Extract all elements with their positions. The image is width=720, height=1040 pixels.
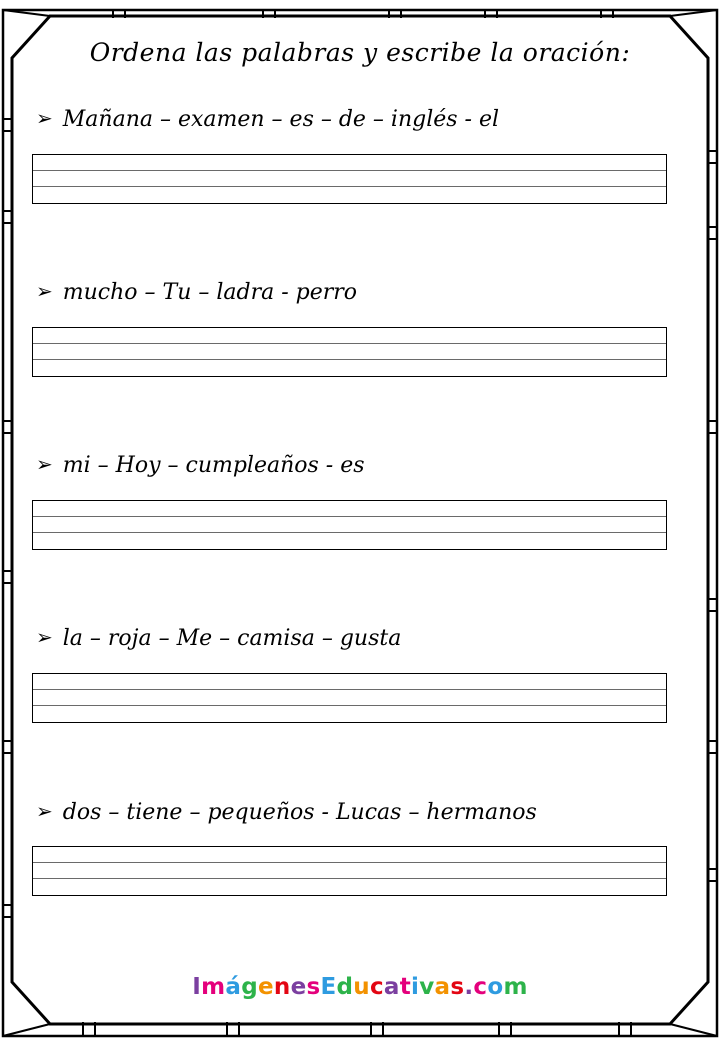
arrowhead-bullet-icon: ➢	[36, 106, 53, 130]
brand-text: ImágenesEducativas.com	[192, 974, 528, 1000]
arrowhead-bullet-icon: ➢	[36, 625, 53, 649]
prompt-text: Mañana – examen – es – de – inglés - el	[62, 107, 500, 132]
answer-writing-lines-2[interactable]	[32, 327, 667, 377]
exercise-prompt-4	[36, 626, 401, 651]
arrowhead-bullet-icon: ➢	[36, 452, 53, 476]
arrowhead-bullet-icon: ➢	[36, 279, 53, 303]
prompt-text: dos – tiene – pequeños - Lucas – hermanos	[62, 800, 537, 825]
arrowhead-bullet-icon: ➢	[36, 799, 53, 823]
exercise-prompt-3	[36, 453, 365, 478]
worksheet-title: Ordena las palabras y escribe la oración:	[89, 38, 631, 67]
exercise-prompt-5	[36, 800, 537, 825]
answer-writing-lines-3[interactable]	[32, 500, 667, 550]
answer-writing-lines-1[interactable]	[32, 154, 667, 204]
answer-writing-lines-4[interactable]	[32, 673, 667, 723]
prompt-text: mucho – Tu – ladra - perro	[62, 280, 358, 305]
exercise-prompt-2	[36, 280, 357, 305]
exercise-prompt-1	[36, 107, 499, 132]
imagenes-educativas-logo	[0, 974, 720, 1000]
prompt-text: mi – Hoy – cumpleaños - es	[62, 453, 365, 478]
answer-writing-lines-5[interactable]	[32, 846, 667, 896]
prompt-text: la – roja – Me – camisa – gusta	[62, 626, 402, 651]
